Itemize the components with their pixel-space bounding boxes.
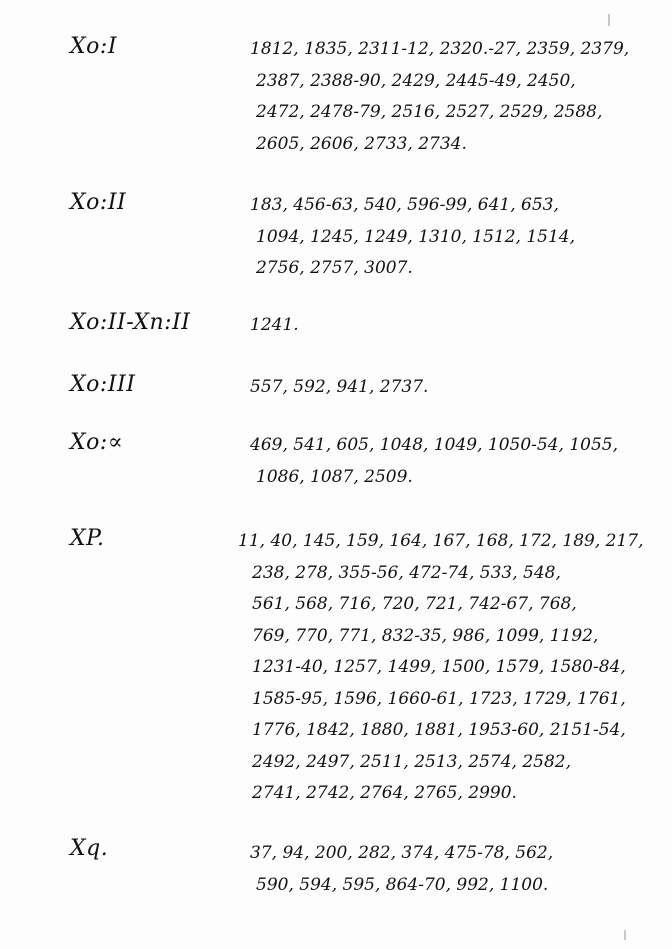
reference-line: 590, 594, 595, 864-70, 992, 1100. (256, 874, 549, 895)
reference-line: 2756, 2757, 3007. (256, 258, 413, 278)
reference-line: 183, 456-63, 540, 596-99, 641, 653, (250, 195, 559, 215)
reference-line: 2605, 2606, 2733, 2734. (256, 133, 467, 154)
reference-list (250, 190, 595, 285)
reference-line: 238, 278, 355-56, 472-74, 533, 548, (252, 562, 561, 583)
reference-line: 1094, 1245, 1249, 1310, 1512, 1514, (256, 226, 576, 247)
reference-line: 2741, 2742, 2764, 2765, 2990. (252, 783, 517, 803)
reference-line: 37, 94, 200, 282, 374, 475-78, 562, (250, 843, 554, 863)
scan-mark (624, 930, 626, 940)
reference-line: 1086, 1087, 2509. (256, 466, 413, 487)
reference-line: 769, 770, 771, 832-35, 986, 1099, 1192, (252, 625, 599, 646)
scan-mark (608, 14, 610, 26)
entry-label: Xo:III (70, 372, 136, 397)
reference-line: 469, 541, 605, 1048, 1049, 1050-54, 1055, (250, 435, 619, 455)
entry-label: Xq. (70, 836, 109, 861)
entry-label: Xo:I (70, 34, 118, 59)
reference-line: 2492, 2497, 2511, 2513, 2574, 2582, (252, 751, 572, 772)
reference-line: 1812, 1835, 2311-12, 2320.-27, 2359, 2379, (250, 39, 630, 59)
entry-label: Xo:∝ (70, 430, 124, 455)
entry-label: Xo:II-Xn:II (70, 310, 191, 335)
reference-line: 1776, 1842, 1880, 1881, 1953-60, 2151-54, (252, 720, 626, 740)
reference-line: 2472, 2478-79, 2516, 2527, 2529, 2588, (256, 102, 603, 122)
entry-label: XP. (70, 526, 105, 551)
reference-line: 11, 40, 145, 159, 164, 167, 168, 172, 189, 217, (238, 531, 644, 551)
reference-list (238, 526, 644, 810)
entry-label: Xo:II (70, 190, 127, 215)
reference-line: 561, 568, 716, 720, 721, 742-67, 768, (252, 594, 577, 614)
reference-list (250, 372, 595, 404)
reference-list (250, 838, 595, 901)
reference-line: 557, 592, 941, 2737. (250, 377, 429, 397)
reference-line: 1585-95, 1596, 1660-61, 1723, 1729, 1761, (252, 688, 626, 709)
reference-list (250, 34, 630, 160)
reference-line: 2387, 2388-90, 2429, 2445-49, 2450, (256, 70, 576, 91)
reference-line: 1231-40, 1257, 1499, 1500, 1579, 1580-84, (252, 657, 626, 677)
reference-list (250, 310, 595, 342)
reference-line: 1241. (250, 315, 299, 335)
reference-list (250, 430, 619, 493)
